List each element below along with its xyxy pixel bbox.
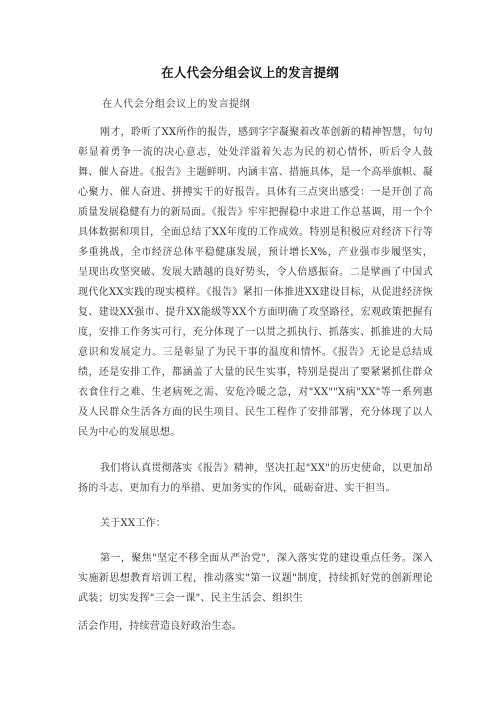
- document-title: 在人代会分组会议上的发言提纲: [161, 65, 339, 80]
- paragraph-work-heading: 关于XX工作：: [100, 518, 166, 529]
- document-subtitle: 在人代会分组会议上的发言提纲: [102, 99, 251, 110]
- paragraph-opening-remarks: 刚才，聆听了XX所作的报告，感到字字凝聚着改革创新的精神智慧，句句彰显着勇争一流的决心意志，处处洋溢着矢志为民的初心情怀，听后令人鼓舞、催人奋进。《报告》主题鲜明、内涵丰富、措施具体，是一个高举旗帜、凝心聚力、催人奋进、拼搏实干的好报告。具体有三点突出感受：一是开创了高质量发展稳健有力的新局面。《报告》牢牢把握稳中求进工作总基调，用一个个具体数据和项目，全面总结了XX年度的工作成效。特别是积极应对经济下行等多重挑战，全市经济总体平稳健康发展，预计增长X%，产业强市步履坚实，呈现出攻坚突破、发展大踏越的良好势头，令人倍感振奋。二是擘画了中国式现代化XX实践的现实模样。《报告》紧扣一体推进XX建设目标，从促进经济恢复、建设XX强市、提升XX能级等XX个方面明确了攻坚路径，宏观政策把握有度，安排工作务实可行，充分体现了一以贯之抓执行、抓落实、抓推进的大局意识和发展定力。三是彰显了为民干事的温度和情怀。《报告》无论是总结成绩，还是安排工作，都涵盖了大量的民生实事，特别是提出了要紧紧抓住群众衣食住行之难、生老病死之需、安危冷暖之急，对"XX""X病"XX"等一系列惠及人民群众生活各方面的民生项目、民生工程作了安排部署，充分体现了以人民为中心的发展思想。: [78, 127, 433, 438]
- paragraph-commitment: 我们将认真贯彻落实《报告》精神，坚决扛起"XX"的历史使命，以更加昂扬的斗志、更加有力的举措、更加务实的作风，砥砺奋进、实干担当。: [78, 463, 433, 494]
- paragraph-continuation: 活会作用，持续营造良好政治生态。: [78, 621, 242, 632]
- paragraph-first-point: 第一，聚焦"坚定不移全面从严治党"，深入落实党的建设重点任务。深入实施新思想教育培训工程，推动落实"第一议题"制度，持续抓好党的创新理论武装；切实发挥"三会一课"、民主生活会、组织生: [78, 553, 433, 604]
